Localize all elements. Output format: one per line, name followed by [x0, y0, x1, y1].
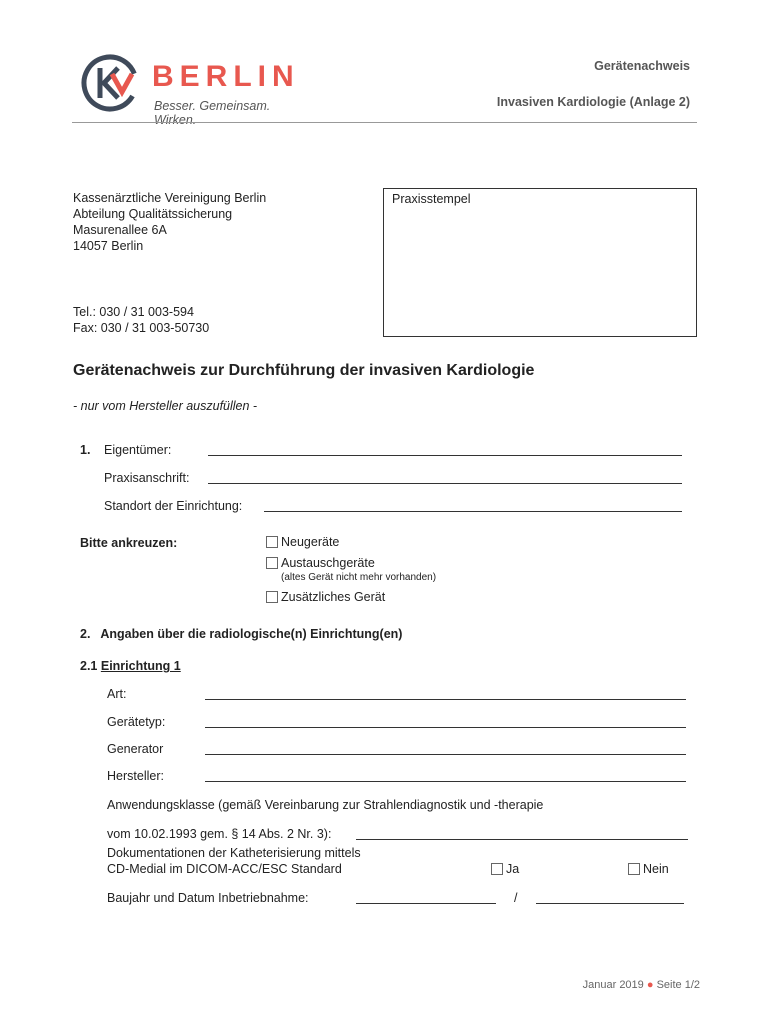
tick-instruction: Bitte ankreuzen: [80, 536, 178, 550]
field-hersteller-line[interactable] [205, 781, 686, 782]
checkbox-neugeraete[interactable] [266, 536, 278, 548]
field-generator-line[interactable] [205, 754, 686, 755]
option-zusaetzliches-geraet: Zusätzliches Gerät [281, 590, 386, 604]
section2-heading: 2. Angaben über die radiologische(n) Einrichtung(en) [80, 627, 403, 641]
field-label-praxisanschrift: Praxisanschrift: [104, 471, 190, 485]
field-standort-line[interactable] [264, 511, 682, 512]
option-note: (altes Gerät nicht mehr vorhanden) [281, 572, 437, 583]
anwendungsklasse-label-2: vom 10.02.1993 gem. § 14 Abs. 2 Nr. 3): [107, 827, 332, 841]
field-baujahr-line[interactable] [356, 903, 496, 904]
anwendungsklasse-label: Anwendungsklasse (gemäß Vereinbarung zur Strahlendiagnostik und -therapie [107, 798, 544, 812]
praxisstempel-box [383, 188, 697, 337]
subsection-heading [80, 658, 181, 674]
address-line: 14057 Berlin [73, 239, 144, 253]
field-art-line[interactable] [205, 699, 686, 700]
address-tel: Tel.: 030 / 31 003-594 [73, 305, 194, 319]
field-label-eigentuemer: Eigentümer: [104, 443, 172, 457]
checkbox-ja[interactable] [491, 863, 503, 875]
logo-tagline: Besser. Gemeinsam. Wirken. [154, 99, 271, 127]
checkbox-nein[interactable] [628, 863, 640, 875]
header-subtitle: Invasiven Kardiologie (Anlage 2) [496, 95, 690, 109]
header-rule [72, 122, 697, 123]
section1-number: 1. [80, 443, 91, 457]
address-fax: Fax: 030 / 31 003-50730 [73, 321, 210, 335]
dokumentation-label: Dokumentationen der Katheterisierung mittels [107, 846, 361, 860]
field-eigentuemer-line[interactable] [208, 455, 682, 456]
footer-bullet-icon: ● [646, 979, 654, 991]
praxisstempel-label: Praxisstempel [392, 192, 471, 206]
field-anwendungsklasse-line[interactable] [356, 839, 688, 840]
option-ja: Ja [506, 862, 520, 876]
header-title: Gerätenachweis [594, 59, 690, 73]
field-geraetetyp-line[interactable] [205, 727, 686, 728]
dokumentation-label-2: CD-Medial im DICOM-ACC/ESC Standard [107, 862, 342, 876]
kv-logo [80, 52, 310, 127]
checkbox-zusaetzliches-geraet[interactable] [266, 591, 278, 603]
field-label-hersteller: Hersteller: [107, 769, 164, 783]
field-praxisanschrift-line[interactable] [208, 483, 682, 484]
field-label-geraetetyp: Gerätetyp: [107, 715, 166, 729]
address-line: Abteilung Qualitätssicherung [73, 207, 233, 221]
option-neugeraete: Neugeräte [281, 535, 340, 549]
logo-wordmark: BERLIN [152, 60, 300, 93]
baujahr-label: Baujahr und Datum Inbetriebnahme: [107, 891, 309, 905]
checkbox-austauschgeraete[interactable] [266, 557, 278, 569]
footer-page: Seite 1/2 [656, 979, 700, 991]
footer-date: Januar 2019 [582, 979, 644, 991]
baujahr-separator: / [514, 891, 518, 905]
page-footer [583, 979, 700, 991]
address-line: Kassenärztliche Vereinigung Berlin [73, 191, 267, 205]
field-inbetriebnahme-line[interactable] [536, 903, 684, 904]
field-label-standort: Standort der Einrichtung: [104, 499, 243, 513]
field-label-generator: Generator [107, 742, 164, 756]
option-nein: Nein [643, 862, 669, 876]
subsection-number: 2.1 [80, 659, 101, 673]
option-austauschgeraete: Austauschgeräte [281, 556, 375, 570]
kv-logo-icon [80, 52, 142, 114]
field-label-art: Art: [107, 687, 127, 701]
form-subtitle: - nur vom Hersteller auszufüllen - [73, 399, 258, 413]
address-line: Masurenallee 6A [73, 223, 167, 237]
subsection-title: Einrichtung 1 [100, 659, 181, 673]
form-title: Gerätenachweis zur Durchführung der invasiven Kardiologie [73, 362, 535, 379]
